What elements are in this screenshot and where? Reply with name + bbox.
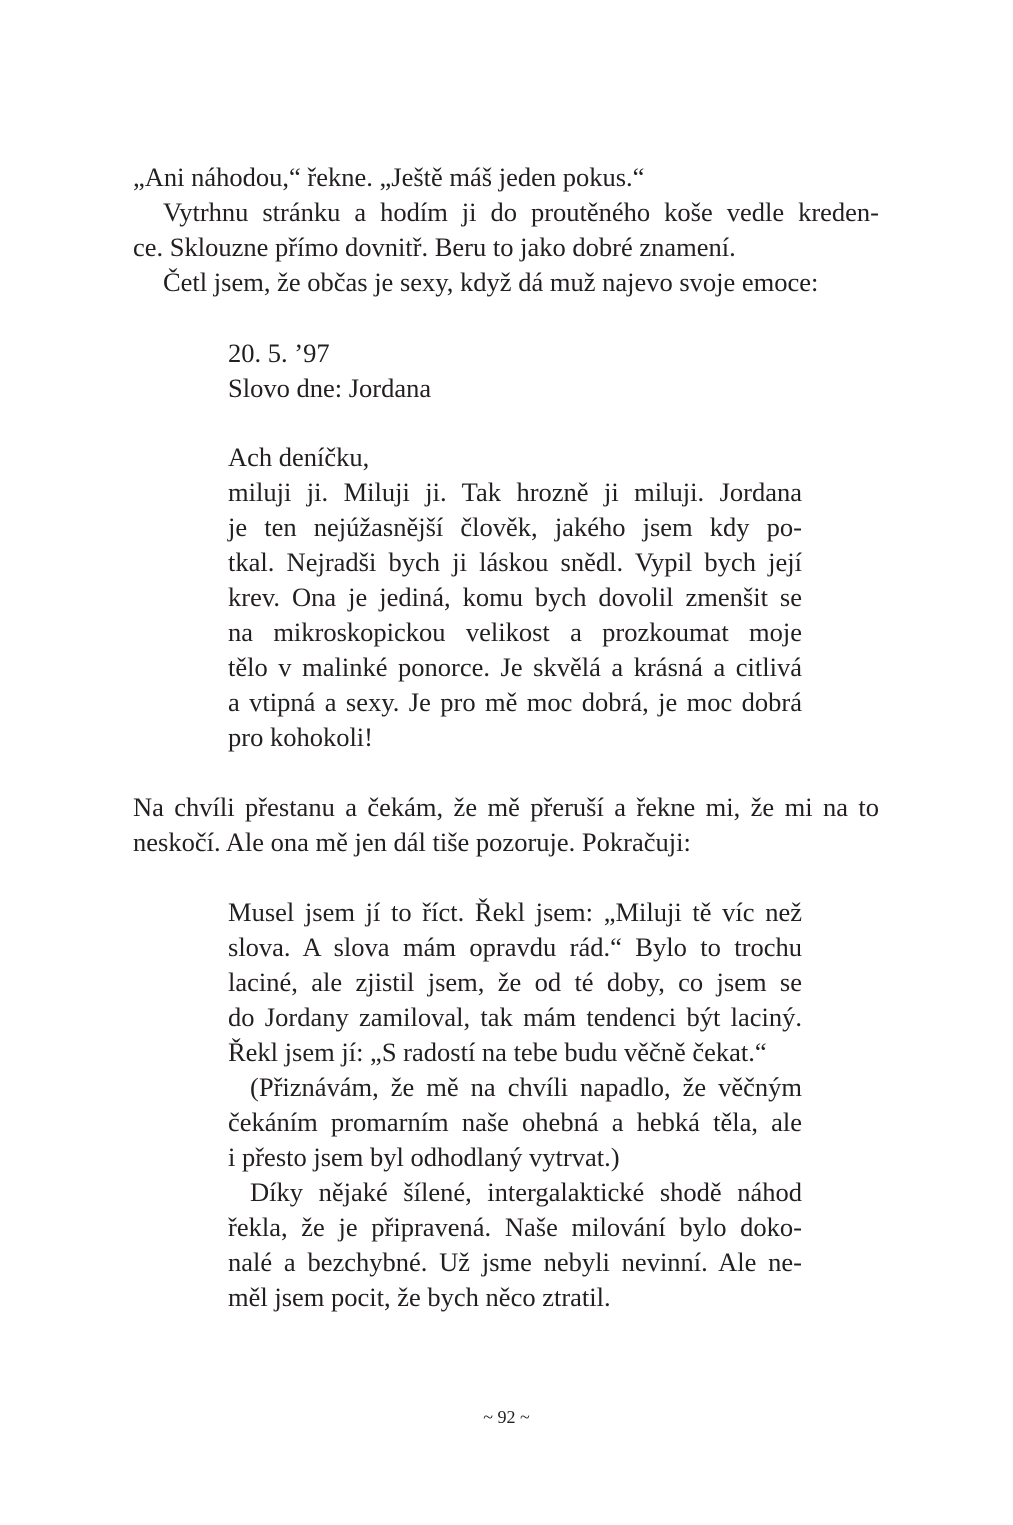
text-line: „Ani náhodou,“ řekne. „Ještě máš jeden pokus.“ bbox=[133, 162, 645, 192]
text-line: Na chvíli přestanu a čekám, že mě přeruší a řekne mi, že mi na to bbox=[133, 792, 879, 822]
diary-date: 20. 5. ’97 bbox=[228, 338, 330, 368]
diary-line: Musel jsem jí to říct. Řekl jsem: „Miluji tě víc než bbox=[228, 897, 802, 927]
diary-line: pro kohokoli! bbox=[228, 722, 373, 752]
diary-line: (Přiznávám, že mě na chvíli napadlo, že věčným bbox=[250, 1072, 802, 1102]
text-line: neskočí. Ale ona mě jen dál tiše pozoruje. Pokračuji: bbox=[133, 827, 691, 857]
diary-line: tělo v malinké ponorce. Je skvělá a krásná a citlivá bbox=[228, 652, 802, 682]
diary-line: měl jsem pocit, že bych něco ztratil. bbox=[228, 1282, 611, 1312]
diary-line: Díky nějaké šílené, intergalaktické shodě náhod bbox=[250, 1177, 802, 1207]
diary-line: nalé a bezchybné. Už jsme nebyli nevinní. Ale ne- bbox=[228, 1247, 802, 1277]
diary-line: Řekl jsem jí: „S radostí na tebe budu věčně čekat.“ bbox=[228, 1037, 767, 1067]
diary-line: je ten nejúžasnější člověk, jakého jsem kdy po- bbox=[228, 512, 802, 542]
diary-line: laciné, ale zjistil jsem, že od té doby, co jsem se bbox=[228, 967, 802, 997]
diary-line: řekla, že je připravená. Naše milování bylo doko- bbox=[228, 1212, 802, 1242]
diary-salutation: Ach deníčku, bbox=[228, 442, 370, 472]
text-line: ce. Sklouzne přímo dovnitř. Beru to jako dobré znamení. bbox=[133, 232, 736, 262]
diary-line: miluji ji. Miluji ji. Tak hrozně ji miluji. Jordana bbox=[228, 477, 802, 507]
page-number: ~ 92 ~ bbox=[483, 1407, 530, 1427]
diary-line: i přesto jsem byl odhodlaný vytrvat.) bbox=[228, 1142, 620, 1172]
diary-line: čekáním promarním naše ohebná a hebká těla, ale bbox=[228, 1107, 802, 1137]
diary-line: tkal. Nejradši bych ji láskou snědl. Vypil bych její bbox=[228, 547, 802, 577]
diary-line: na mikroskopickou velikost a prozkoumat moje bbox=[228, 617, 802, 647]
diary-line: krev. Ona je jediná, komu bych dovolil zmenšit se bbox=[228, 582, 802, 612]
diary-line: slova. A slova mám opravdu rád.“ Bylo to trochu bbox=[228, 932, 802, 962]
diary-line: a vtipná a sexy. Je pro mě moc dobrá, je moc dobrá bbox=[228, 687, 802, 717]
diary-line: do Jordany zamiloval, tak mám tendenci být laciný. bbox=[228, 1002, 802, 1032]
text-line: Vytrhnu stránku a hodím ji do proutěného koše vedle kreden- bbox=[163, 197, 879, 227]
diary-word-of-day: Slovo dne: Jordana bbox=[228, 373, 432, 403]
text-line: Četl jsem, že občas je sexy, když dá muž najevo svoje emoce: bbox=[163, 267, 819, 297]
